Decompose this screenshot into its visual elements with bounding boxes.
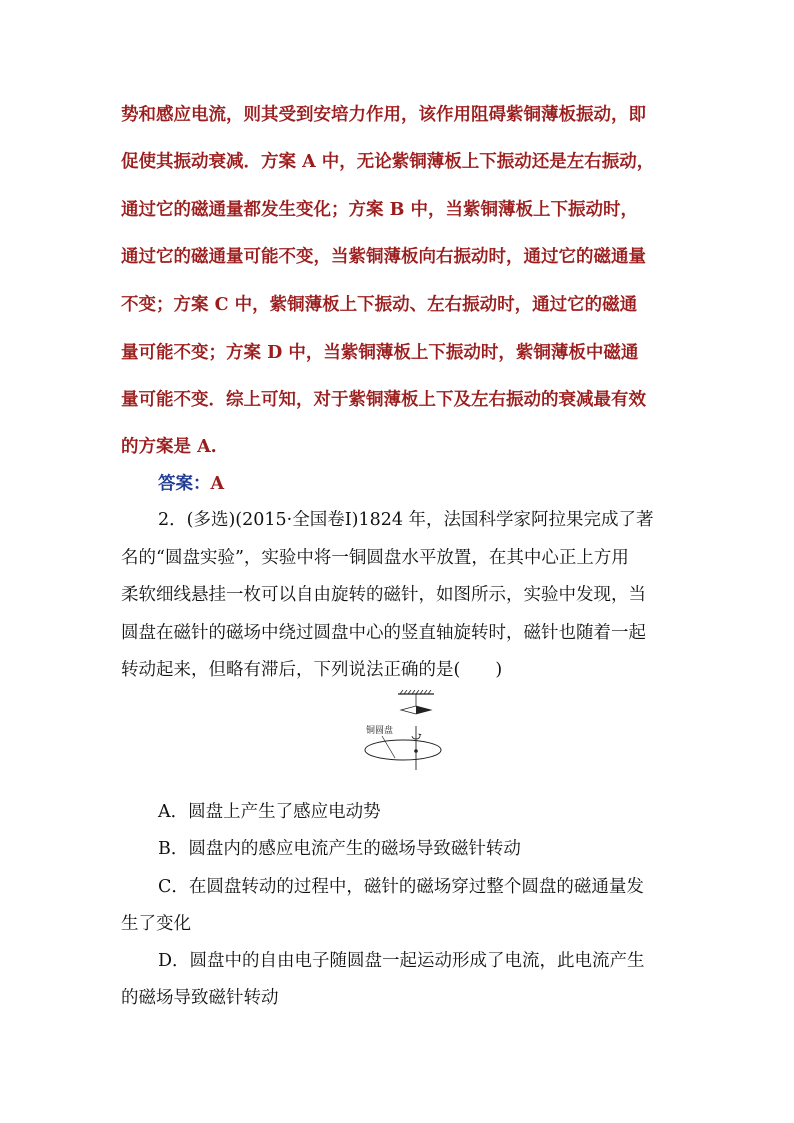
question-line: 圆盘在磁针的磁场中绕过圆盘中心的竖直轴旋转时，磁针也随着一起	[121, 623, 646, 643]
question-line: 2．(多选)(2015·全国卷Ⅰ)1824 年，法国科学家阿拉果完成了著	[158, 510, 654, 530]
arago-disc-figure	[338, 690, 448, 770]
question-line: 名的“圆盘实验”，实验中将一铜圆盘水平放置，在其中心正上方用	[121, 548, 629, 568]
answer-row	[158, 472, 224, 496]
option-d-continued: 的磁场导致磁针转动	[121, 988, 279, 1008]
answer-label: 答案：	[158, 474, 211, 494]
explanation-line: 通过它的磁通量都发生变化；方案 B 中，当紫铜薄板上下振动时，	[121, 200, 638, 220]
needle-dark-half	[416, 706, 431, 714]
explanation-line: 量可能不变；方案 D 中，当紫铜薄板上下振动时，紫铜薄板中磁通	[121, 343, 639, 363]
disc-center-dot	[414, 749, 418, 753]
option-b: B．圆盘内的感应电流产生的磁场导致磁针转动	[158, 839, 521, 859]
copper-disc	[365, 740, 441, 760]
explanation-line: 不变；方案 C 中，紫铜薄板上下振动、左右振动时，通过它的磁通	[121, 295, 638, 315]
disc-label: 铜圆盘	[366, 726, 394, 736]
explanation-line: 的方案是 A.	[121, 437, 217, 457]
label-pointer	[382, 736, 395, 758]
question-line: 柔软细线悬挂一枚可以自由旋转的磁针，如图所示，实验中发现，当	[121, 585, 646, 605]
answer-value: A	[210, 474, 225, 494]
option-c: C．在圆盘转动的过程中，磁针的磁场穿过整个圆盘的磁通量发	[158, 877, 644, 897]
option-d: D．圆盘中的自由电子随圆盘一起运动形成了电流，此电流产生	[158, 951, 645, 971]
explanation-line: 通过它的磁通量可能不变，当紫铜薄板向右振动时，通过它的磁通量	[121, 247, 646, 267]
option-a: A．圆盘上产生了感应电动势	[158, 802, 381, 822]
option-c-continued: 生了变化	[121, 914, 191, 934]
explanation-line: 促使其振动衰减．方案 A 中，无论紫铜薄板上下振动还是左右振动，	[121, 152, 655, 172]
explanation-line: 势和感应电流，则其受到安培力作用，该作用阻碍紫铜薄板振动，即	[121, 105, 646, 125]
rotation-arrowhead-icon	[418, 734, 421, 736]
question-line: 转动起来，但略有滞后，下列说法正确的是( )	[121, 660, 503, 680]
explanation-line: 量可能不变．综上可知，对于紫铜薄板上下及左右振动的衰减最有效	[121, 390, 646, 410]
